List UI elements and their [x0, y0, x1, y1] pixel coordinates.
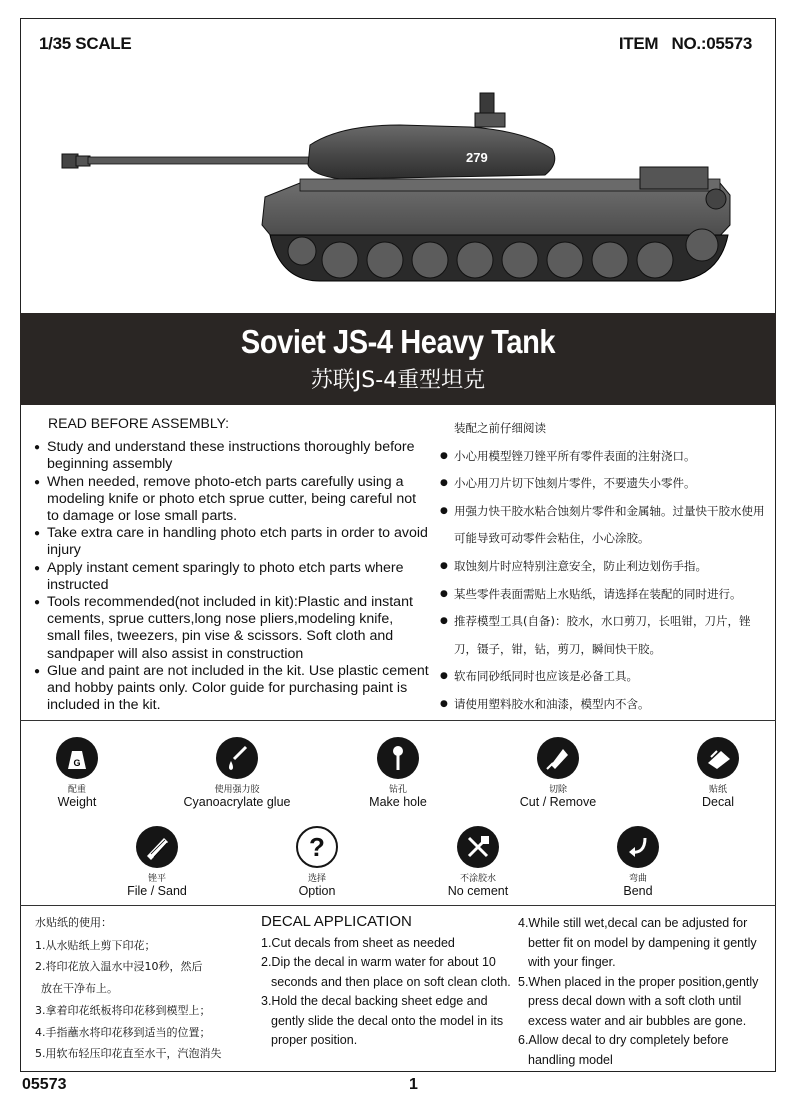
read-before-assembly-zh [440, 415, 770, 719]
symbol-option: ? 选择 Option [257, 826, 377, 898]
decal-application-en-cont [518, 914, 773, 1070]
divider [20, 720, 776, 721]
page-number: 1 [409, 1076, 418, 1093]
list-item: 2.Dip the decal in warm water for about 10 seconds and then place on soft clean cloth. [261, 955, 511, 989]
list-item: ● Apply instant cement sparingly to photo etch parts where instructed [34, 560, 430, 594]
list-item: ● Study and understand these instructions thoroughly before beginning assembly [34, 439, 430, 473]
file-icon [136, 826, 178, 868]
symbol-no-cement: 不涂胶水 No cement [418, 826, 538, 898]
list-item: 4.手指蘸水将印花移到适当的位置； [35, 1025, 211, 1039]
list-item: 1.从水贴纸上剪下印花； [35, 938, 156, 952]
title-band [20, 313, 776, 405]
svg-text:G: G [73, 758, 81, 768]
list-item: 放在干净布上。 [41, 982, 118, 996]
cut-icon [537, 737, 579, 779]
list-item: ● 请使用塑料胶水和油漆，模型内不含。 [440, 691, 770, 719]
list-item: 5.用软布轻压印花直至水干，汽泡消失 [35, 1047, 222, 1061]
list-item: 3.Hold the decal backing sheet edge and gently slide the decal onto the model in its proper position. [261, 994, 504, 1047]
list-item: ● 用强力快干胶水粘合蚀刻片零件和金属轴。过量快干胶水使用可能导致可动零件会粘住，小心涂胶。 [440, 498, 770, 553]
glue-icon [216, 737, 258, 779]
read-before-assembly [34, 415, 430, 714]
list-item: ● 某些零件表面需贴上水贴纸，请选择在装配的同时进行。 [440, 581, 770, 609]
bend-icon [617, 826, 659, 868]
symbol-file: 锉平 File / Sand [97, 826, 217, 898]
list-item: ● 小心用刀片切下蚀刻片零件，不要遗失小零件。 [440, 470, 770, 498]
read-before-heading: READ BEFORE ASSEMBLY: [48, 415, 230, 431]
list-item: 5.When placed in the proper position,gently press decal down with a soft cloth until excess water and air bubbles are gone. [518, 974, 759, 1028]
symbol-drill: 钻孔 Make hole [338, 737, 458, 809]
decal-icon [697, 737, 739, 779]
symbol-cut: 切除 Cut / Remove [498, 737, 618, 809]
title-zh: 苏联JS-4重型坦克 [310, 368, 486, 393]
list-item: 2.将印花放入温水中浸10秒，然后 [35, 960, 203, 974]
footer-code: 05573 [22, 1076, 67, 1093]
list-item: ● 推荐模型工具(自备)：胶水，水口剪刀，长咀钳，刀片，锉刀，镊子，钳，钻，剪刀，瞬间快干胶。 [440, 608, 770, 663]
drill-icon [377, 737, 419, 779]
list-item: 4.While still wet,decal can be adjusted for better fit on model by dampening it gently with your finger. [518, 916, 757, 969]
list-item: ● 软布同砂纸同时也应该是必备工具。 [440, 663, 770, 691]
decal-application-en: DECAL APPLICATION 1.Cut decals from sheet as needed 2.Dip the decal in warm water for about 10 seconds and then place on soft clean cloth. 3.Hold the decal backing sheet edge and gently slide the decal onto the model in its proper position. [261, 912, 523, 1051]
list-item: ● When needed, remove photo-etch parts carefully using a modeling knife or photo etch sprue cutter, being careful not to damage or lose small parts. [34, 474, 430, 526]
question-icon: ? [296, 826, 338, 868]
symbol-glue: 使用强力胶 Cyanoacrylate glue [177, 737, 297, 809]
list-item: ● Take extra care in handling photo etch parts in order to avoid injury [34, 525, 430, 559]
item-number: ITEM NO.:05573 [618, 34, 752, 53]
list-item: 6.Allow decal to dry completely before handling model [518, 1033, 729, 1067]
list-item: ● Glue and paint are not included in the kit. Use plastic cement and hobby paints only. Color guide for purchasing paint is included in the kit. [34, 663, 430, 715]
list-item: 3.拿着印花纸板将印花移到模型上； [35, 1003, 211, 1017]
tank-illustration [40, 75, 755, 305]
title-en: Soviet JS-4 Heavy Tank [240, 323, 556, 360]
symbol-bend: 弯曲 Bend [578, 826, 698, 898]
symbol-decal: 贴纸 Decal [658, 737, 778, 809]
list-item: 1.Cut decals from sheet as needed [261, 935, 455, 950]
weight-icon [56, 737, 98, 779]
list-item: ● 小心用模型锉刀锉平所有零件表面的注射浇口。 [440, 443, 770, 471]
read-before-heading-zh: 装配之前仔细阅读 [454, 421, 546, 435]
symbol-weight: G 配重 Weight [17, 737, 137, 809]
no-cement-icon [457, 826, 499, 868]
divider [20, 905, 776, 906]
decal-application-zh: 水贴纸的使用： 1.从水贴纸上剪下印花； 2.将印花放入温水中浸10秒，然后 放在干净布上。 3.拿着印花纸板将印花移到模型上； 4.手指蘸水将印花移到适当的位置； 5.用软布轻压印花直至水干，汽泡消失 [35, 912, 222, 1065]
list-item: ● Tools recommended(not included in kit):Plastic and instant cements, sprue cutters,long nose pliers,modeling knife, small files, tweezers, pin vise & scissors. Soft cloth and sandpaper will also assist in construction [34, 594, 430, 663]
list-item: ● 取蚀刻片时应特别注意安全，防止利边划伤手指。 [440, 553, 770, 581]
scale-label: 1/35 SCALE [39, 34, 132, 53]
tank-number: 279 [466, 150, 488, 165]
